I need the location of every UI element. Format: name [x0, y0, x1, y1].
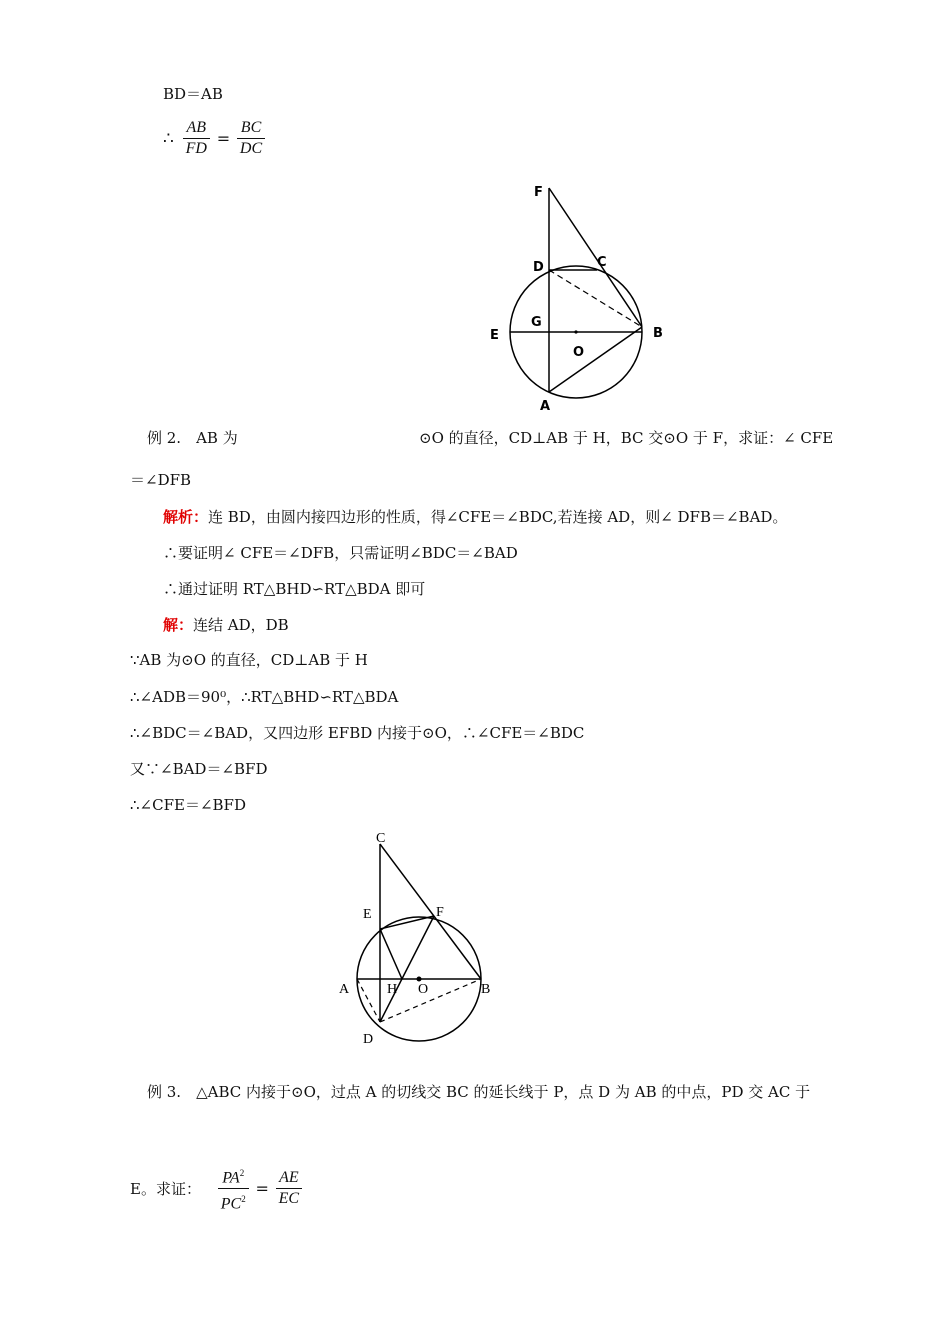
- center-dot: [417, 977, 422, 982]
- geometry-figure-2: [330, 825, 510, 1050]
- example2-statement-cont: ＝∠DFB: [130, 471, 192, 489]
- label-o: O: [573, 345, 585, 360]
- label-a: A: [540, 399, 551, 414]
- fraction-bc-dc: [237, 118, 265, 159]
- analysis-line-1: [163, 506, 787, 527]
- example2-statement: ⊙O 的直径，CD⊥AB 于 H，BC 交⊙O 于 F，求证：∠ CFE: [419, 429, 834, 447]
- line-fb: [549, 188, 642, 327]
- text-bd-eq-ab: BD＝AB: [163, 85, 223, 103]
- solution-line-0: [163, 614, 289, 635]
- fraction-numerator: BC: [237, 118, 265, 139]
- fraction-pa2-pc2: [218, 1163, 249, 1215]
- solution-line-3: ∴∠BDC＝∠BAD，又四边形 EFBD 内接于⊙O，∴∠CFE＝∠BDC: [130, 724, 585, 742]
- solution-line-5: ∴∠CFE＝∠BFD: [130, 796, 246, 814]
- label-g: G: [531, 315, 542, 330]
- line-fd: [380, 916, 434, 1022]
- solution-text: 连结 AD，DB: [193, 616, 289, 634]
- example3-goal-prefix: E。求证：: [130, 1180, 201, 1199]
- solution-line-4: 又∵∠BAD＝∠BFD: [130, 760, 268, 778]
- fraction-denominator: [218, 1189, 249, 1214]
- geometry-figure-1: [480, 175, 680, 420]
- fraction-denominator: DC: [239, 140, 263, 157]
- analysis-line-3: ∴通过证明 RT△BHD∽RT△BDA 即可: [163, 580, 426, 598]
- example3-goal: [130, 1163, 302, 1215]
- solution-line-2: ∴∠ADB＝90⁰，∴RT△BHD∽RT△BDA: [130, 688, 399, 706]
- solution-label: 解：: [163, 616, 194, 634]
- label-f: F: [534, 185, 543, 200]
- label-c: C: [376, 831, 386, 846]
- label-c: C: [597, 255, 607, 270]
- fraction-ab-fd: [183, 118, 210, 159]
- line-cb: [380, 844, 481, 979]
- denominator-base: PC: [220, 1195, 242, 1213]
- analysis-text: 连 BD，由圆内接四边形的性质，得∠CFE＝∠BDC,若连接 AD，则∠ DFB＝∠BAD。: [208, 508, 788, 526]
- fraction-numerator: [218, 1163, 249, 1189]
- label-f: F: [436, 905, 444, 920]
- line-eh: [380, 929, 402, 979]
- example2-title: 例 2. AB 为: [147, 429, 238, 447]
- label-b: B: [653, 326, 663, 341]
- therefore-symbol: ∴: [163, 128, 174, 149]
- example3-statement: 例 3. △ABC 内接于⊙O，过点 A 的切线交 BC 的延长线于 P，点 D 为 AB 的中点，PD 交 AC 于: [147, 1083, 811, 1101]
- equals-sign: =: [255, 1179, 269, 1199]
- denominator-exponent: 2: [241, 1194, 246, 1205]
- analysis-label: 解析：: [163, 508, 209, 526]
- fraction-numerator: AE: [276, 1168, 302, 1189]
- ratio-equation: [163, 118, 265, 159]
- numerator-exponent: 2: [239, 1168, 245, 1178]
- center-dot: [574, 330, 577, 333]
- label-a: A: [339, 982, 350, 997]
- line-db-dashed: [549, 270, 642, 327]
- label-e: E: [490, 328, 499, 343]
- label-h: H: [387, 982, 398, 997]
- label-d: D: [533, 260, 544, 275]
- numerator-base: PA: [222, 1169, 240, 1187]
- label-d: D: [363, 1032, 374, 1047]
- fraction-denominator: EC: [278, 1190, 300, 1208]
- equals-sign: =: [216, 129, 231, 148]
- label-e: E: [363, 907, 372, 922]
- line-ab-chord: [549, 327, 642, 392]
- label-b: B: [481, 982, 491, 997]
- label-o: O: [418, 982, 429, 997]
- fraction-ae-ec: [276, 1168, 302, 1209]
- solution-line-1: ∵AB 为⊙O 的直径，CD⊥AB 于 H: [130, 651, 368, 669]
- fraction-denominator: FD: [185, 140, 207, 157]
- analysis-line-2: ∴要证明∠ CFE＝∠DFB，只需证明∠BDC＝∠BAD: [163, 544, 518, 562]
- fraction-numerator: AB: [183, 118, 210, 139]
